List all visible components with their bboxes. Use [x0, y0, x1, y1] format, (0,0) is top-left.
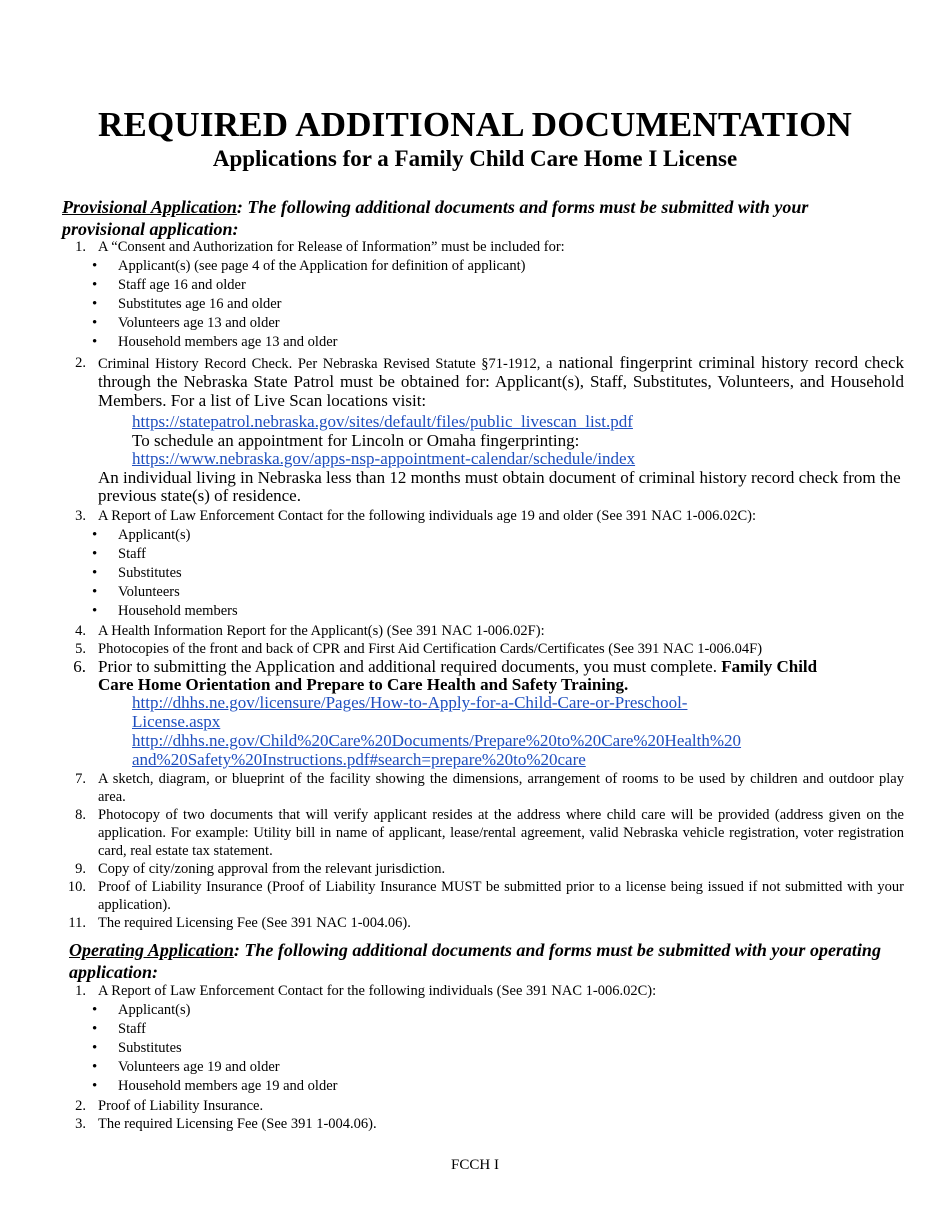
- item-number: 8.: [75, 807, 86, 823]
- item-text: Criminal History Record Check. Per Nebraska Revised Statute §71-1912, a: [98, 356, 553, 372]
- list-item: [62, 1115, 904, 1133]
- bullet-item: • Volunteers age 13 and older: [62, 314, 904, 333]
- list-item: [62, 878, 904, 914]
- list-item: [62, 640, 904, 658]
- list-item: [62, 507, 904, 525]
- residence-note: An individual living in Nebraska less than 12 months must obtain document of criminal history record check from the previous state(s) of residence.: [98, 468, 901, 505]
- bullet-item: • Household members age 19 and older: [62, 1077, 904, 1096]
- bullet-item: • Substitutes age 16 and older: [62, 295, 904, 314]
- item-number: 11.: [68, 915, 86, 931]
- page-subtitle: Applications for a Family Child Care Home I License: [212, 146, 738, 171]
- operating-heading-text: : The following additional documents and forms must be submitted with your operating application:: [69, 940, 881, 982]
- item-number: 1.: [75, 239, 86, 255]
- list-item: [62, 658, 828, 694]
- item-number: 7.: [75, 771, 86, 787]
- provisional-heading-text: : The following additional documents and forms must be submitted with your provisional application:: [62, 197, 809, 239]
- provisional-list: [62, 238, 904, 932]
- page-footer: FCCH I: [451, 1157, 499, 1173]
- bullet-item: • Substitutes: [62, 1039, 904, 1058]
- item-text: Proof of Liability Insurance (Proof of Liability Insurance MUST be submitted prior to a license being issued if not submitted with your application).: [98, 879, 904, 913]
- list-item: [62, 914, 904, 932]
- item-text: Copy of city/zoning approval from the relevant jurisdiction.: [98, 861, 446, 877]
- list-item: [62, 770, 904, 806]
- item-text: A Report of Law Enforcement Contact for the following individuals (See 391 NAC 1-006.02C):: [98, 983, 657, 999]
- item-text: Photocopy of two documents that will verify applicant resides at the address where child care will be provided (address given on the application. For example: Utility bill in name of applicant, lease/rental agreement, valid Nebraska vehicle registration, voter registration card, real estate tax statement.: [98, 807, 904, 859]
- bullet-item: • Staff: [62, 1020, 904, 1039]
- item-text: A “Consent and Authorization for Release of Information” must be included for:: [98, 239, 565, 255]
- list-item: [62, 860, 904, 878]
- provisional-heading: [62, 196, 862, 240]
- list-item: [62, 238, 904, 256]
- item-text-continued: national fingerprint criminal history record check through the Nebraska State Patrol must be obtained for: Applicant(s), Staff, Substitutes, Volunteers, and Household Members. For a list of Live Scan locations visit:: [98, 353, 904, 410]
- item-number: 2.: [75, 355, 86, 371]
- item-text: A Health Information Report for the Applicant(s) (See 391 NAC 1-006.02F):: [98, 623, 545, 639]
- provisional-label: Provisional Application: [62, 197, 237, 217]
- appointment-calendar-link[interactable]: https://www.nebraska.gov/apps-nsp-appointment-calendar/schedule/index: [132, 449, 636, 468]
- bullet-item: • Staff age 16 and older: [62, 276, 904, 295]
- bullet-list: [62, 1001, 904, 1096]
- operating-label: Operating Application: [69, 940, 234, 960]
- operating-heading: [69, 939, 909, 983]
- item-text: The required Licensing Fee (See 391 NAC 1-004.06).: [98, 915, 411, 931]
- item-number: 2.: [75, 1098, 86, 1114]
- bullet-item: • Substitutes: [62, 564, 904, 583]
- bullet-list: [62, 257, 904, 352]
- bullet-item: • Household members age 13 and older: [62, 333, 904, 352]
- item-number: 9.: [75, 861, 86, 877]
- bullet-item: • Staff: [62, 545, 904, 564]
- item-text: Prior to submitting the Application and additional required documents, you must complete.: [98, 657, 722, 676]
- list-item: [62, 806, 904, 860]
- list-item: [62, 622, 904, 640]
- item-text: A Report of Law Enforcement Contact for the following individuals age 19 and older (See 391 NAC 1-006.02C):: [98, 508, 756, 524]
- how-to-apply-link[interactable]: http://dhhs.ne.gov/licensure/Pages/How-to-Apply-for-a-Child-Care-or-Preschool-: [132, 693, 688, 712]
- link-block: [62, 413, 904, 469]
- page-title: REQUIRED ADDITIONAL DOCUMENTATION: [97, 105, 852, 144]
- item-number: 1.: [75, 983, 86, 999]
- bullet-item: • Volunteers age 19 and older: [62, 1058, 904, 1077]
- item-text: Proof of Liability Insurance.: [98, 1098, 264, 1114]
- item-number: 6.: [73, 657, 86, 676]
- bullet-item: • Volunteers: [62, 583, 904, 602]
- link-block: [62, 694, 904, 770]
- item-number: 3.: [75, 508, 86, 524]
- bullet-list: [62, 526, 904, 621]
- bullet-item: • Applicant(s) (see page 4 of the Application for definition of applicant): [62, 257, 904, 276]
- item-number: 5.: [75, 641, 86, 657]
- list-item: [62, 1097, 904, 1115]
- schedule-text: To schedule an appointment for Lincoln or Omaha fingerprinting:: [132, 431, 580, 450]
- item-text-bold: Family Child Care Home Orientation and Prepare to Care Health and Safety Training.: [98, 657, 818, 694]
- bullet-item: • Household members: [62, 602, 904, 621]
- livescan-list-link[interactable]: https://statepatrol.nebraska.gov/sites/default/files/public_livescan_list.pdf: [132, 412, 633, 431]
- list-item: [62, 982, 904, 1000]
- prepare-to-care-link-cont[interactable]: and%20Safety%20Instructions.pdf#search=prepare%20to%20care: [132, 750, 586, 769]
- bullet-item: • Applicant(s): [62, 1001, 904, 1020]
- item-number: 10.: [67, 879, 86, 895]
- prepare-to-care-link[interactable]: http://dhhs.ne.gov/Child%20Care%20Documents/Prepare%20to%20Care%20Health%20: [132, 731, 742, 750]
- list-item: [62, 354, 904, 411]
- operating-list: [62, 982, 904, 1133]
- item-text: The required Licensing Fee (See 391 1-004.06).: [98, 1116, 377, 1132]
- item-text: Photocopies of the front and back of CPR and First Aid Certification Cards/Certificates (See 391 NAC 1-006.04F): [98, 641, 763, 657]
- item-number: 4.: [75, 623, 86, 639]
- how-to-apply-link-cont[interactable]: License.aspx: [132, 712, 221, 731]
- item-text: A sketch, diagram, or blueprint of the facility showing the dimensions, arrangement of rooms to be used by children and outdoor play area.: [98, 771, 904, 805]
- item-number: 3.: [75, 1116, 86, 1132]
- bullet-item: • Applicant(s): [62, 526, 904, 545]
